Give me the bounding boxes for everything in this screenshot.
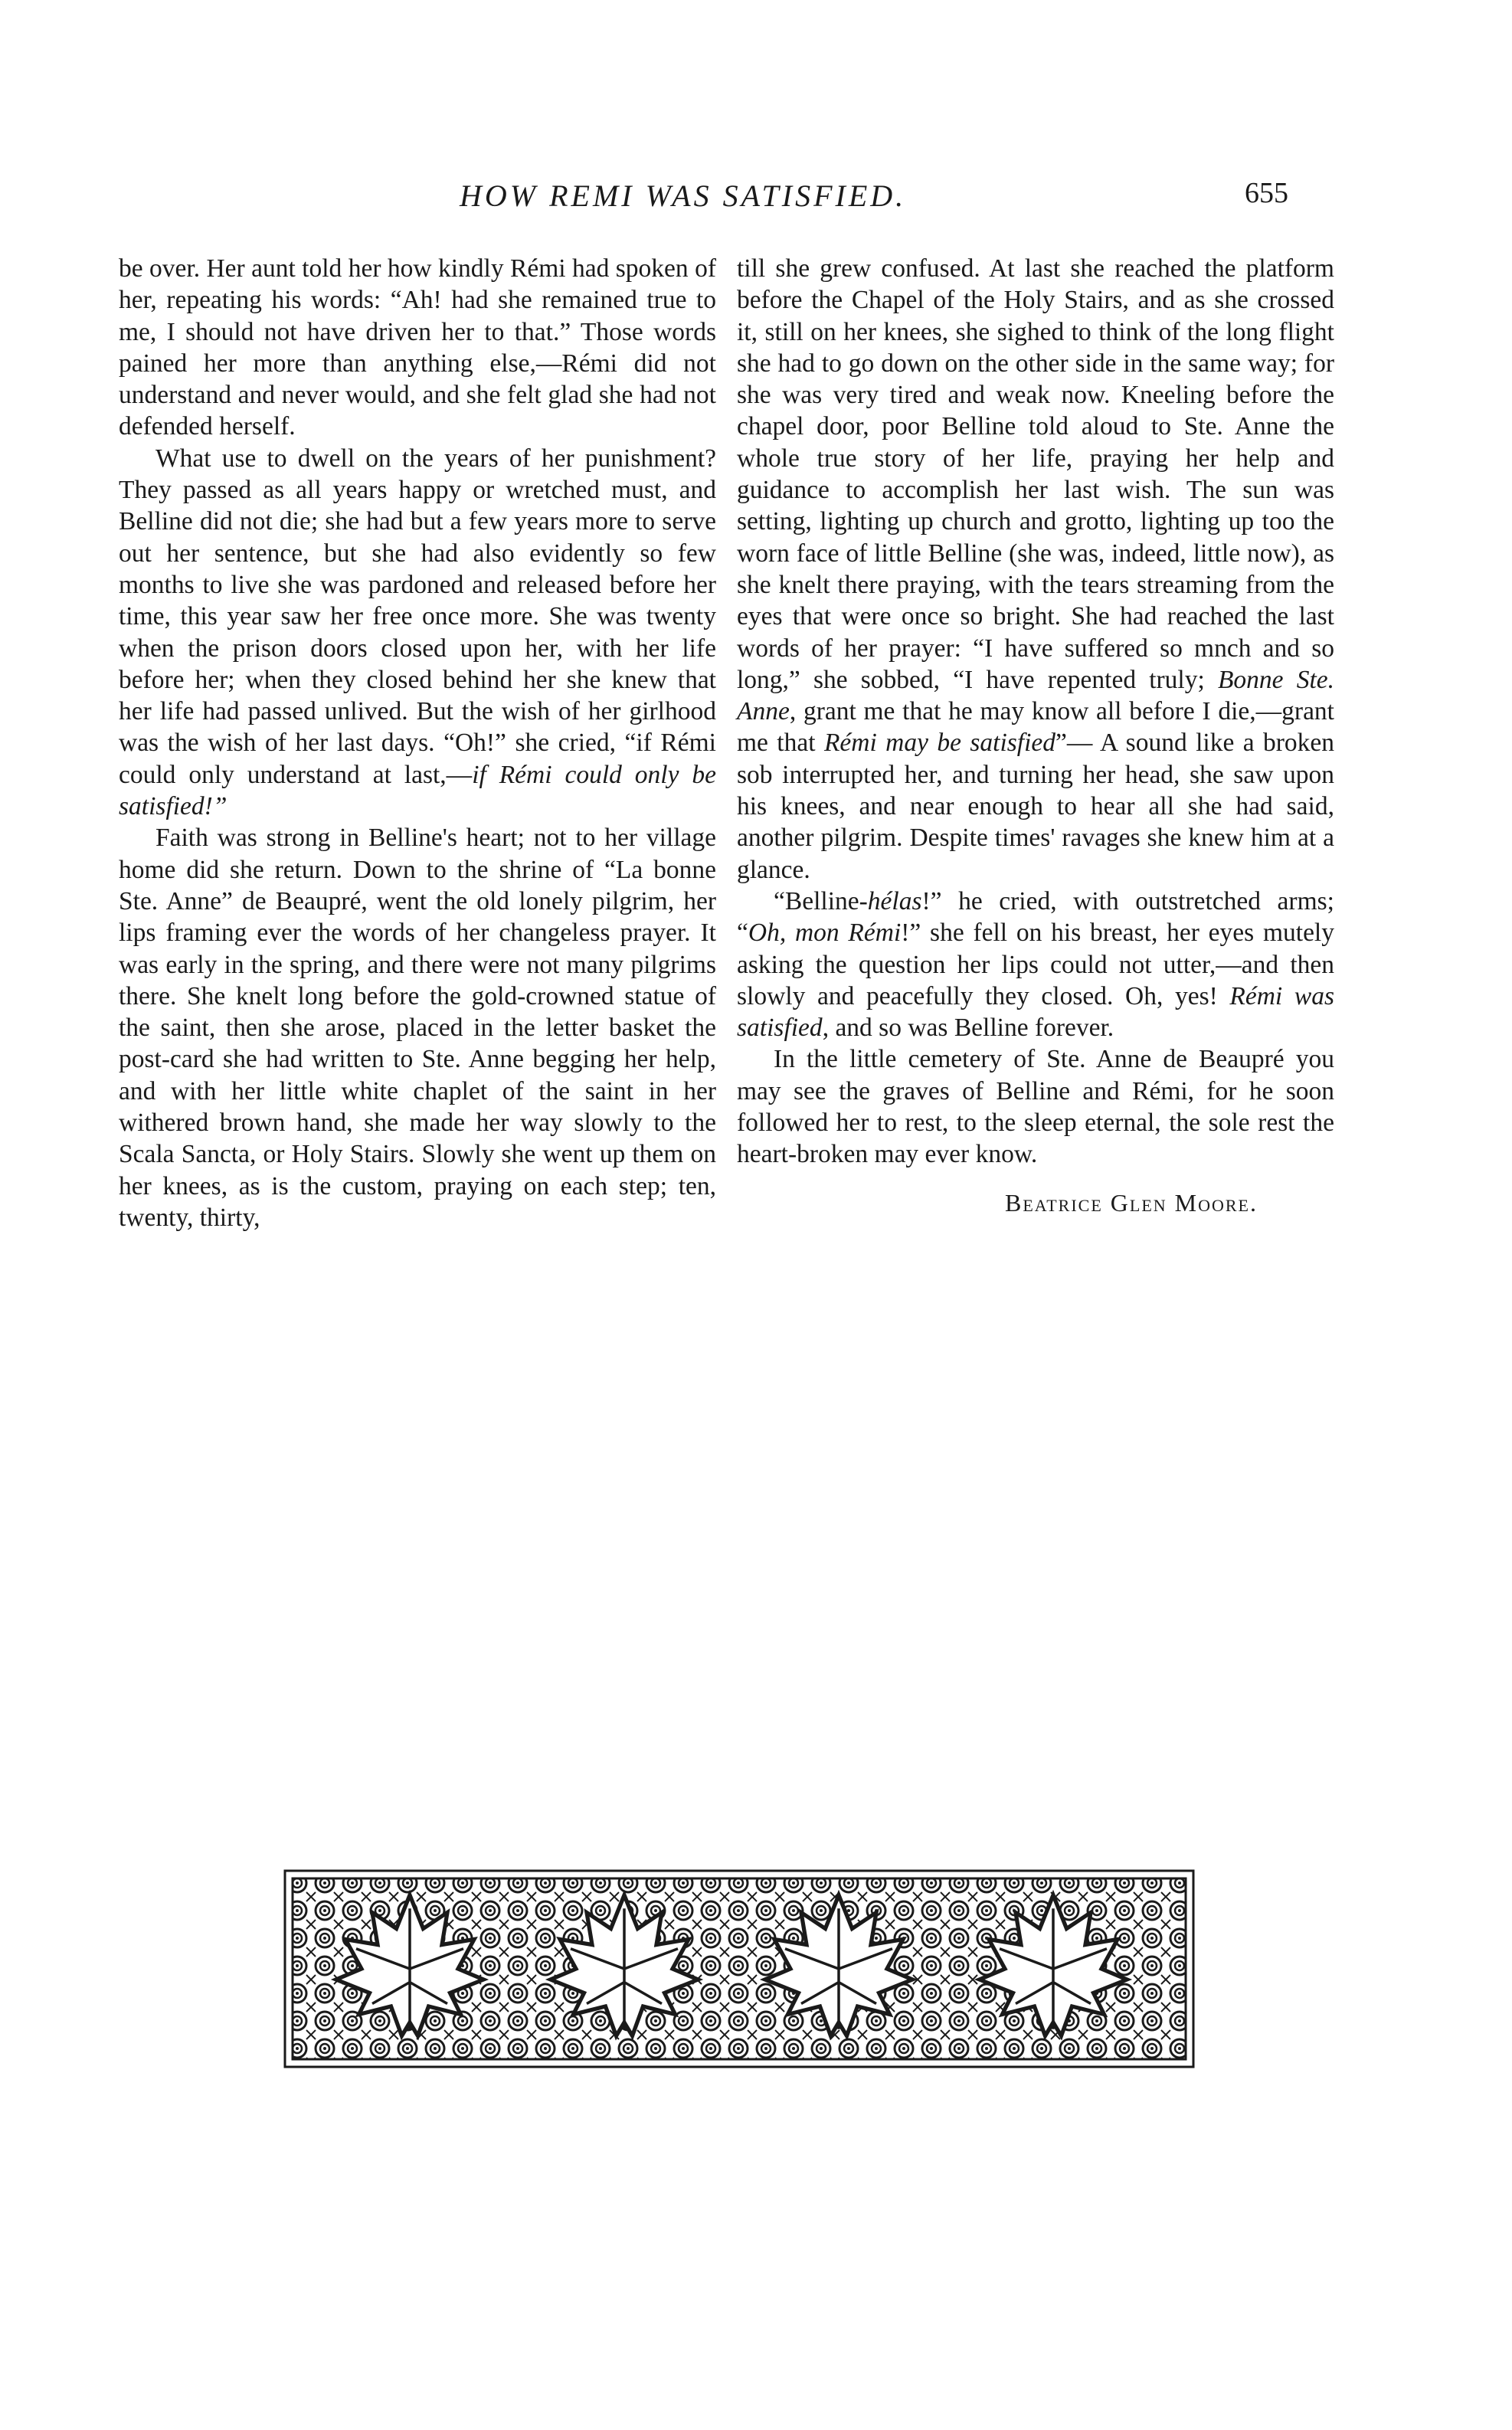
- right-p2-text-a: “Belline-: [774, 886, 868, 915]
- running-title: HOW REMI WAS SATISFIED.: [460, 178, 907, 213]
- left-paragraph-1: be over. Her aunt told her how kindly Rémi had spoken of her, repeating his words: “Ah! had she remained true to me, I should not have driven her to that.” Those words pained her more than anything else,—Rémi did not understand and never would, and she felt glad she had not defended herself.: [119, 254, 716, 441]
- right-p2-italic-d: Oh, mon Rémi: [748, 919, 902, 948]
- left-paragraph-2-italic: if Rémi could only be satisfied!”: [119, 760, 716, 821]
- right-p2-italic-b: hélas: [867, 886, 922, 915]
- left-paragraph-3: Faith was strong in Belline's heart; not to her village home did she return. Down to the shrine of “La bonne Ste. Anne” de Beaupré, went the old lonely pilgrim, her lips framing ever the words of her changeless prayer. It was early in the spring, and there were not many pilgrims there. She knelt long before the gold-crowned statue of the saint, then she arose, placed in the letter basket the post-card she had written to Ste. Anne begging her help, and with her little white chaplet of the saint in her withered brown hand, she made her way slowly to the Scala Sancta, or Holy Stairs. Slowly she went up them on her knees, as is the custom, praying on each step; ten, twenty, thirty,: [119, 824, 716, 1232]
- right-column: [737, 253, 1334, 1219]
- page-number: 655: [1245, 177, 1288, 209]
- right-p1-text-a: till she grew confused. At last she reached the platform before the Chapel of the Holy Stairs, and as she crossed it, still on her knees, she sighed to think of the long flight she had to go down on the other side in the same way; for she was very tired and weak now. Kneeling before the chapel door, poor Belline told aloud to Ste. Anne the whole true story of her life, praying her help and guidance to accomplish her last wish. The sun was setting, lighting up church and grotto, lighting up too the worn face of little Belline (she was, indeed, little now), as she knelt there praying, with the tears streaming from the eyes that were once so bright. She had reached the last words of her prayer: “I have suffered so mnch and so long,” she sobbed, “I have repented truly;: [737, 254, 1334, 694]
- right-p1-italic-d: Rémi may be satisfied: [823, 729, 1056, 758]
- right-paragraph-2: [737, 886, 1334, 1043]
- left-paragraph-2-text: What use to dwell on the years of her punishment? They passed as all years happy or wretched must, and Belline did not die; she had but a few years more to serve out her sentence, but she had also evidently so few months to live she was pardoned and released before her time, this year saw her free once more. She was twenty when the prison doors closed upon her, with her life before her; when they closed behind her she knew that her life had passed unlived. But the wish of her girlhood was the wish of her last days. “Oh!” she cried, “if Rémi could only understand at last,—: [119, 444, 716, 789]
- right-p2-text-e: !” she fell on his breast, her eyes mutely asking the question her lips could not utter,—and then slowly and peacefully they closed. Oh, yes!: [737, 919, 1334, 1010]
- right-p2-italic-f: Rémi was satisfied: [737, 981, 1335, 1043]
- maple-leaf-ornament: [283, 1869, 1195, 2068]
- author-signature: Beatrice Glen Moore.: [1005, 1188, 1258, 1217]
- right-p1-text-e: ”— A sound like a broken sob interrupted her, and turning her head, she saw upon his knees, and near enough to hear all she had said, another pilgrim. Despite times' ravages she knew him at a glance.: [737, 729, 1334, 884]
- right-paragraph-3: In the little cemetery of Ste. Anne de Beaupré you may see the graves of Belline and Rémi, for he soon followed her to rest, to the sleep eternal, the sole rest the heart-broken may ever know.: [737, 1045, 1334, 1169]
- right-p1-text-c: , grant me that he may know all before I die,—grant me that: [737, 697, 1334, 758]
- left-paragraph-2: [119, 443, 716, 823]
- left-column: [119, 253, 716, 1233]
- right-paragraph-1: [737, 253, 1334, 886]
- right-p2-text-g: , and so was Belline forever.: [822, 1014, 1114, 1043]
- right-p2-text-c: !” he cried, with outstretched arms; “: [737, 886, 1334, 948]
- right-p1-italic-b: Bonne Ste. Anne: [737, 665, 1335, 726]
